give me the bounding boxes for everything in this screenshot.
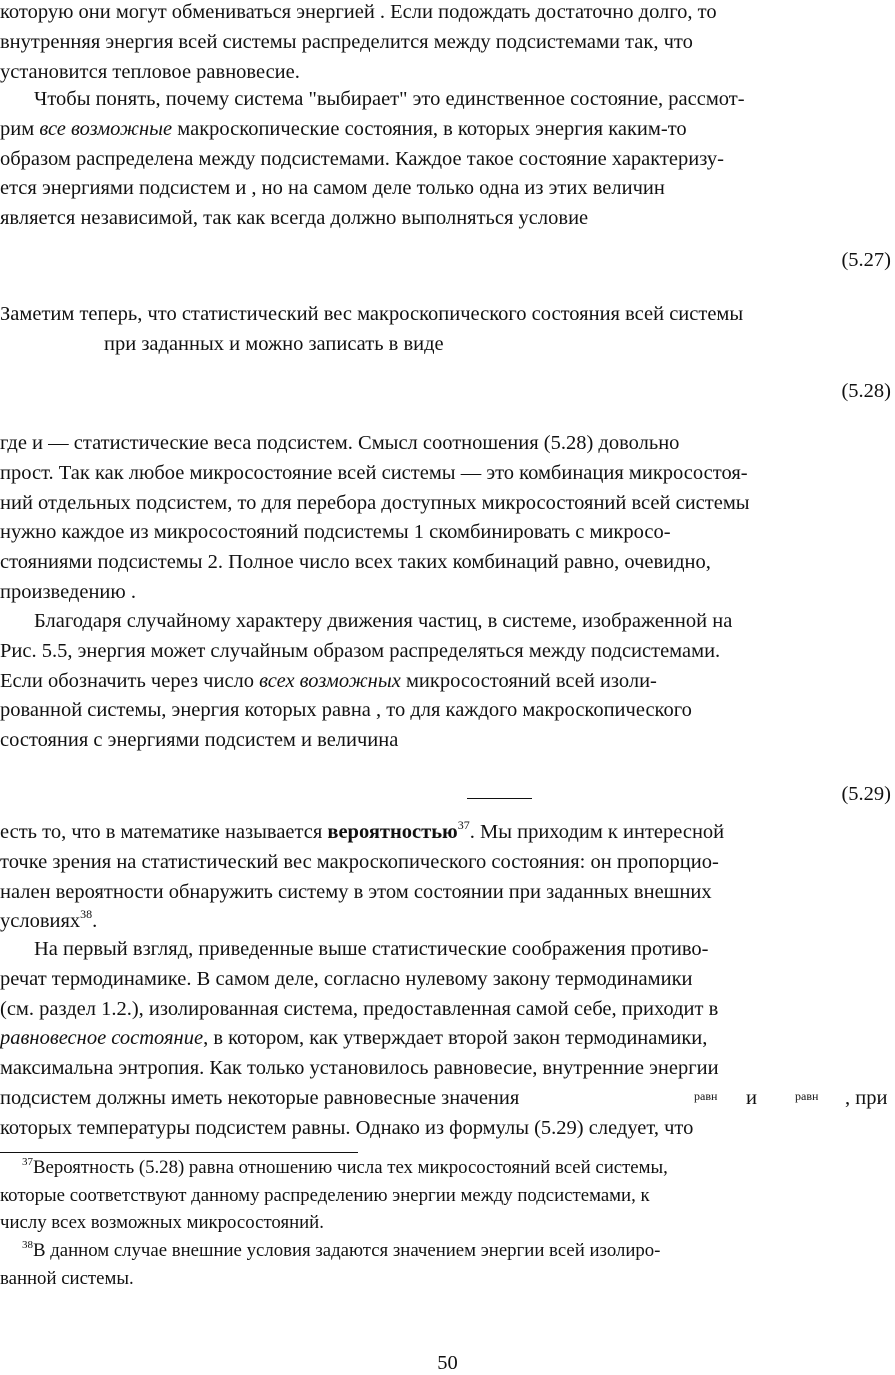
equilibrium-subscript: равн — [694, 1089, 718, 1103]
emphasis-text: равновесное состояние — [0, 1027, 204, 1050]
text-line: произведению . — [0, 580, 136, 603]
footnote-number: 38 — [22, 1239, 33, 1251]
text-line: образом распределена между подсистемами. Каждое такое состояние характеризу- — [0, 147, 724, 170]
footnote-ref-37: 37 — [457, 818, 470, 832]
footnote-38 — [0, 1237, 895, 1292]
text-line: рим все возможные макроскопические состояния, в которых энергия каким-то — [0, 117, 687, 140]
text-line: которую они могут обмениваться энергией . Если подождать достаточно долго, то — [0, 1, 717, 23]
text-line: ний отдельных подсистем, то для перебора доступных микросостояний всей системы — [0, 491, 750, 514]
equilibrium-subscript: равн — [795, 1089, 819, 1103]
equation-number-5-28: (5.28) — [841, 380, 891, 402]
text-line: является независимой, так как всегда должно выполняться условие — [0, 207, 589, 230]
text-line: $^{38}$В данном случае внешние условия задаются значением энергии всей изолиро- — [22, 1239, 661, 1261]
footnote-rule — [0, 1152, 358, 1153]
text-line: (см. раздел 1.2.), изолированная система, предоставленная самой себе, приходит в — [0, 997, 719, 1020]
paragraph-statistical-weight — [0, 300, 895, 360]
bold-term: вероятностью — [327, 821, 458, 843]
text-line: Заметим теперь, что статистический вес макроскопического состояния всей системы — [0, 303, 744, 325]
paragraph-contradiction — [0, 935, 895, 1144]
text-line: установится тепловое равновесие. — [0, 60, 300, 83]
text-line: речат термодинамике. В самом деле, согласно нулевому закону термодинамики — [0, 967, 693, 990]
text-line: числу всех возможных микросостояний. — [0, 1212, 324, 1234]
text-line: где и — статистические веса подсистем. Смысл соотношения (5.28) довольно — [0, 432, 680, 454]
text-line: ется энергиями подсистем и , но на самом деле только одна из этих величин — [0, 177, 665, 200]
paragraph-random-distribution — [0, 607, 895, 756]
footnote-number: 37 — [22, 1156, 33, 1168]
equation-number-5-27: (5.27) — [841, 249, 891, 271]
text-line: $^{37}$Вероятность (5.28) равна отношению числа тех микросостояний всей системы, — [22, 1156, 668, 1178]
text-line: точке зрения на статистический вес макроскопического состояния: он пропорцио- — [0, 850, 719, 873]
text-line: Чтобы понять, почему система "выбирает" это единственное состояние, рассмот- — [34, 88, 745, 110]
emphasis-text: все возможные — [39, 117, 173, 140]
text-line: максимальна энтропия. Как только установилось равновесие, внутренние энергии — [0, 1057, 719, 1080]
footnote-37 — [0, 1154, 895, 1237]
page-number: 50 — [437, 1352, 458, 1374]
text-line: есть то, что в математике называется вероятностью$^{37}$. Мы приходим к интересной — [0, 818, 725, 843]
footnote-ref-38: 38 — [80, 907, 93, 922]
text-line: состояния с энергиями подсистем и величина — [0, 729, 399, 752]
text-line: при заданных и можно записать в виде — [104, 332, 444, 355]
text-line: которые соответствуют данному распределению энергии между подсистемами, к — [0, 1184, 650, 1206]
emphasis-text: всех возможных — [259, 669, 401, 692]
text-line: Рис. 5.5, энергия может случайным образом распределяться между подсистемами. — [0, 639, 721, 662]
text-line: На первый взгляд, приведенные выше статистические соображения противо- — [34, 938, 709, 960]
text-line: нален вероятности обнаружить систему в этом состоянии при заданных внешних — [0, 880, 712, 903]
fraction-bar — [467, 798, 532, 799]
text-line: стояниями подсистемы 2. Полное число всех таких комбинаций равно, очевидно, — [0, 551, 711, 574]
paragraph-probability — [0, 818, 895, 937]
text-line: рованной системы, энергия которых равна , то для каждого макроскопического — [0, 699, 692, 722]
text-line: подсистем должны иметь некоторые равновесные значения и , при — [0, 1086, 888, 1109]
paragraph-combinations — [0, 429, 895, 608]
text-line: которых температуры подсистем равны. Однако из формулы (5.29) следует, что — [0, 1116, 694, 1139]
text-line: равновесное состояние, в котором, как утверждает второй закон термодинамики, — [0, 1027, 708, 1050]
text-line: Если обозначить через число всех возможных микросостояний всей изоли- — [0, 669, 657, 692]
text-line: прост. Так как любое микросостояние всей системы — это комбинация микросостоя- — [0, 461, 748, 484]
text-line: Благодаря случайному характеру движения частиц, в системе, изображенной на — [34, 610, 733, 632]
equation-number-5-29: (5.29) — [841, 783, 891, 805]
paragraph-equilibrium-intro — [0, 0, 895, 87]
text-line: нужно каждое из микросостояний подсистемы 1 скомбинировать с микросо- — [0, 521, 671, 544]
text-line: ванной системы. — [0, 1267, 134, 1289]
text-line: внутренняя энергия всей системы распределится между подсистемами так, что — [0, 30, 693, 53]
text-line: условиях$^{38}$. — [0, 907, 98, 933]
paragraph-macrostates — [0, 85, 895, 234]
